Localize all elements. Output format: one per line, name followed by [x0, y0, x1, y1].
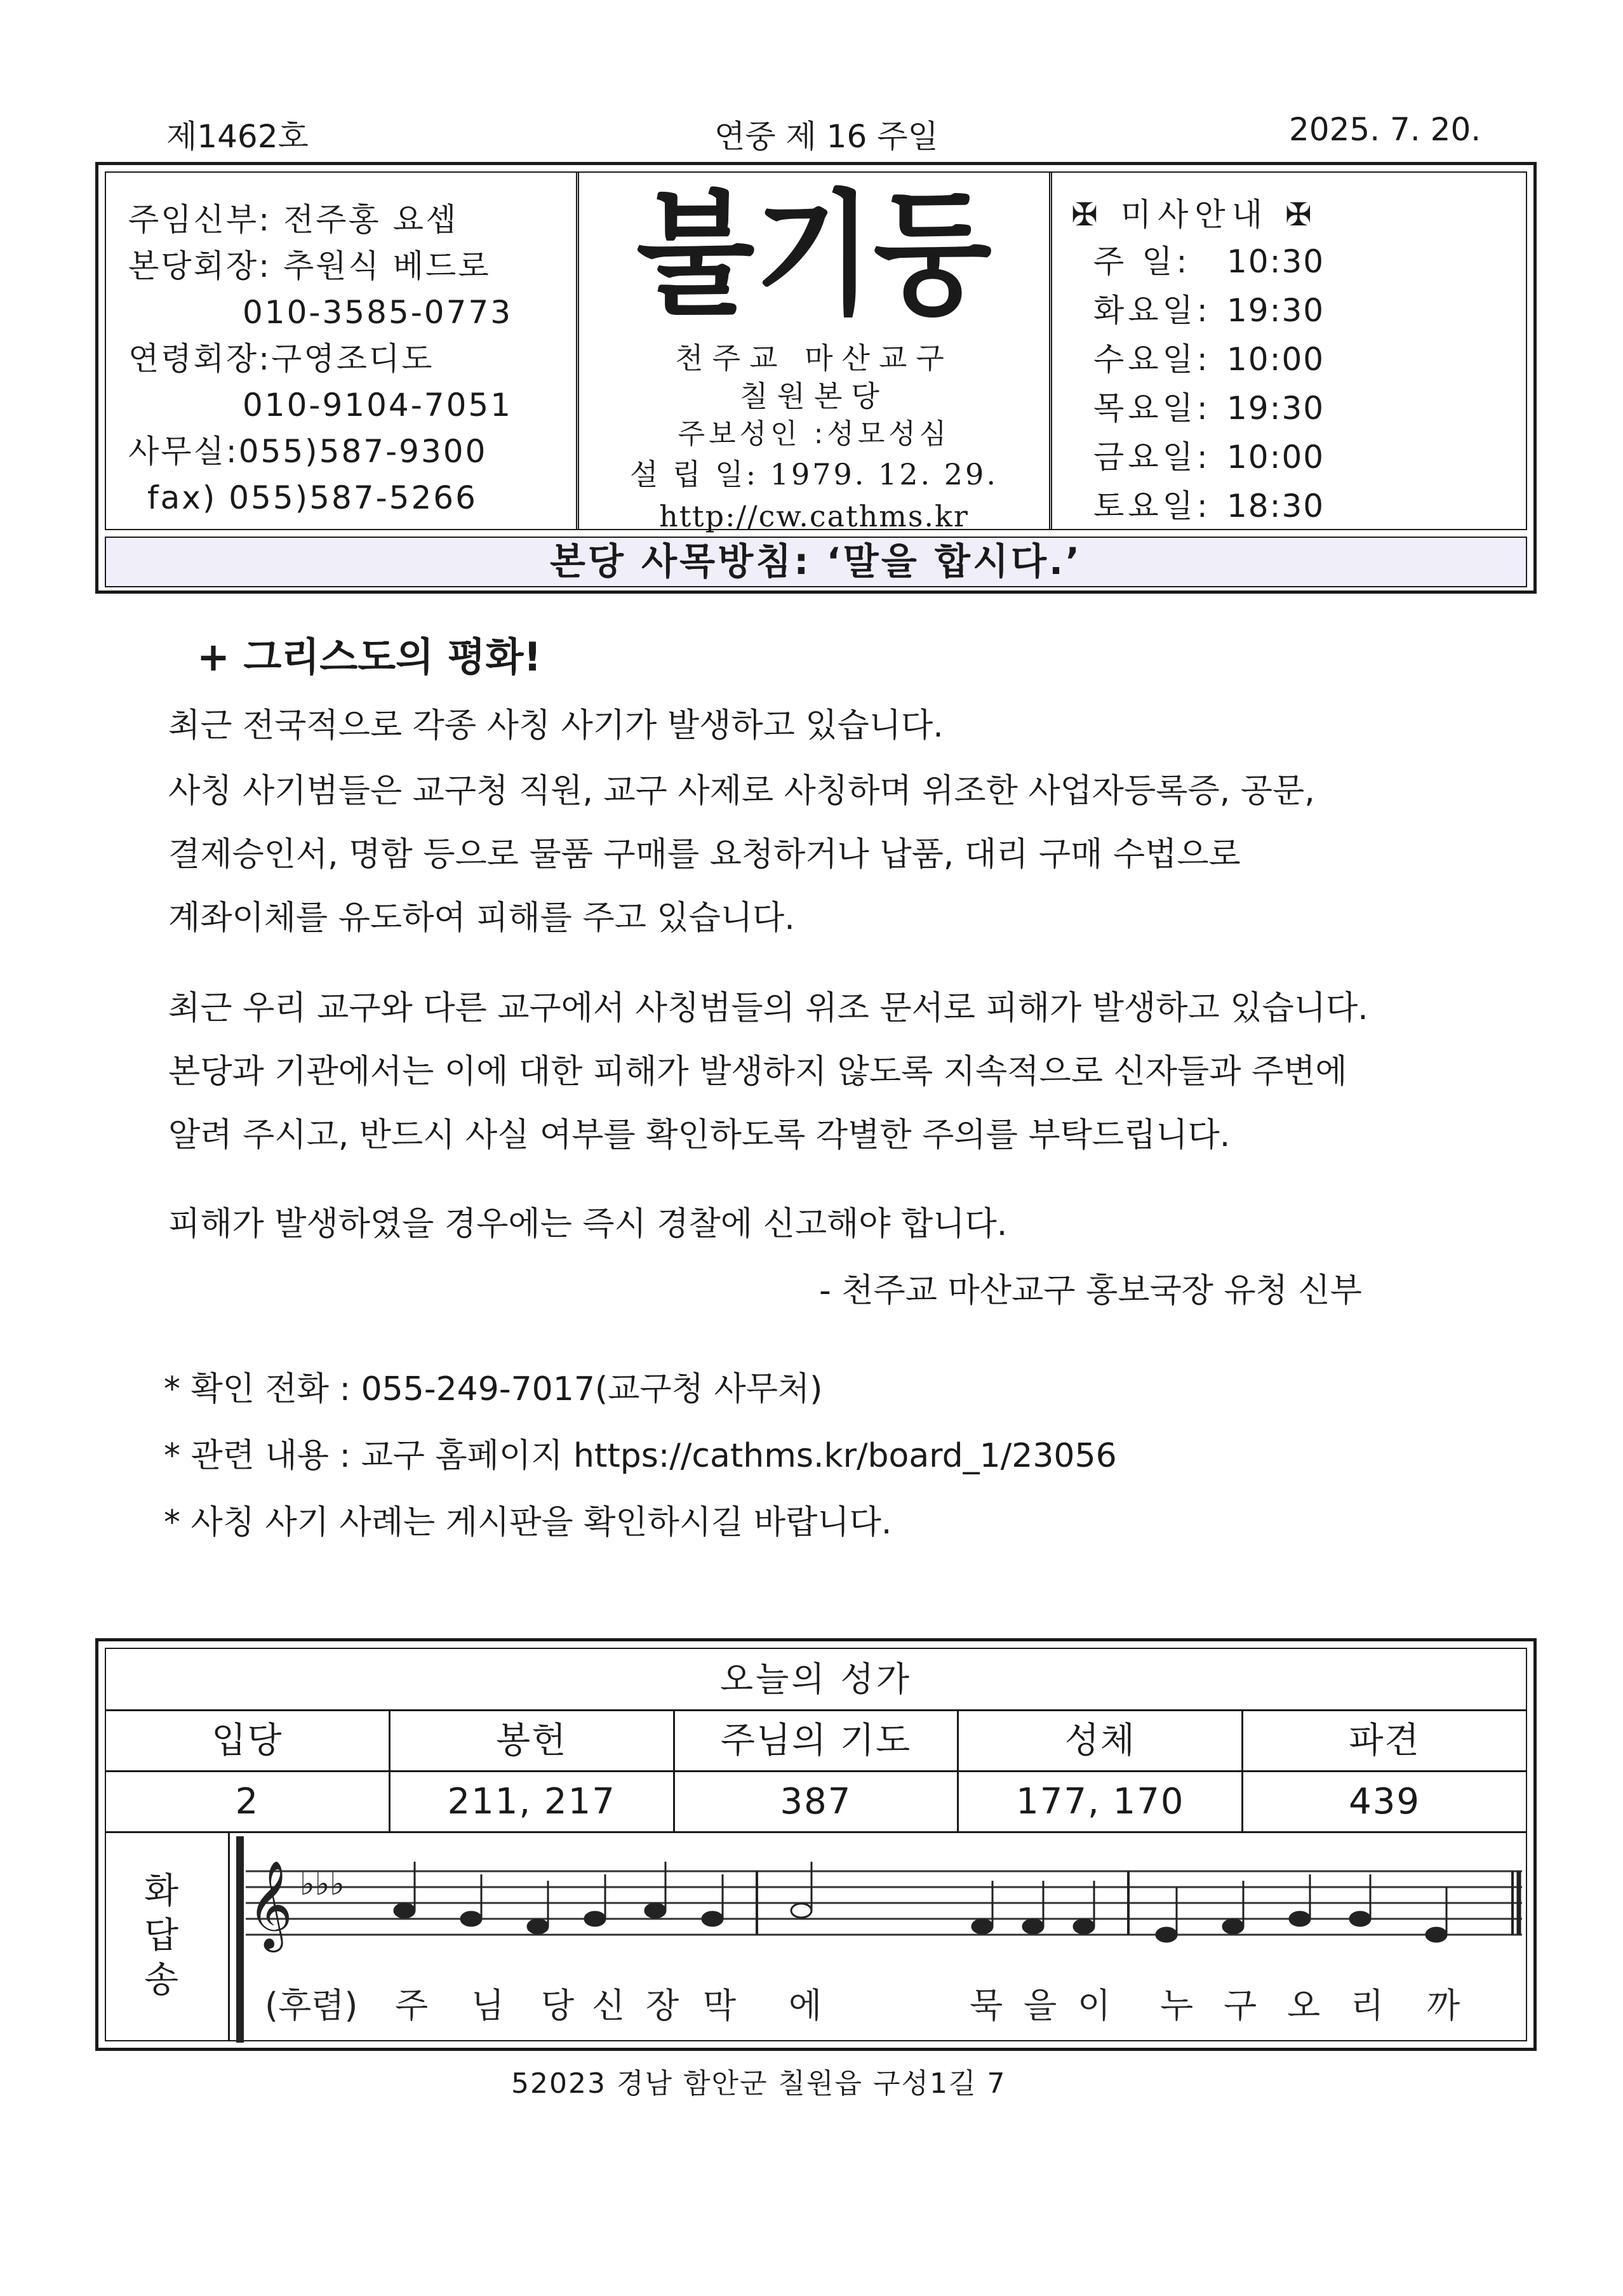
hymn-header: 성체 [959, 1711, 1243, 1770]
lyric-word: 리 [1351, 1986, 1384, 2026]
note-line: * 확인 전화 : 055-249-7017(교구청 사무처) [164, 1370, 823, 1408]
mass-schedule-heading: ✠ 미사안내 ✠ [1071, 196, 1318, 233]
founded-date: 설 립 일: 1979. 12. 29. [630, 457, 998, 491]
hymn-title: 오늘의 성가 [106, 1649, 1526, 1711]
lyric-word: 님 [471, 1986, 505, 2026]
lyric-word: 누 [1160, 1986, 1194, 2026]
lyric-word: 주 [395, 1986, 429, 2026]
hymn-number: 387 [675, 1772, 959, 1831]
mass-time: 19:30 [1227, 292, 1325, 329]
lyric-word: 오 [1287, 1986, 1321, 2026]
mass-day: 금요일: [1093, 439, 1212, 476]
elder-phone: 010-9104-7051 [243, 387, 513, 424]
mass-row [1071, 286, 1526, 335]
greeting: + 그리스도의 평화! [197, 634, 542, 680]
paragraph-line: 결제승인서, 명함 등으로 물품 구매를 요청하거나 납품, 대리 구매 수법으로 [168, 836, 1241, 874]
paragraph-line: 사칭 사기범들은 교구청 직원, 교구 사제로 사칭하며 위조한 사업자등록증, 공문, [168, 772, 1315, 810]
treble-clef-icon: 𝄞 [248, 1860, 293, 1949]
parish-motto: 본당 사목방침: ‘말을 합시다.’ [105, 537, 1527, 587]
paragraph-line: 최근 전국적으로 각종 사칭 사기가 발생하고 있습니다. [168, 707, 944, 745]
mass-day: 토요일: [1093, 488, 1212, 524]
paragraph-line: 알려 주시고, 반드시 사실 여부를 확인하도록 각별한 주의를 부탁드립니다. [168, 1116, 1231, 1154]
mass-row [1071, 482, 1526, 531]
elder-president: 연령회장:구영조디도 [128, 340, 434, 377]
bulletin-title: 불기둥 [636, 177, 992, 333]
lyric-word: 구 [1224, 1986, 1257, 2026]
issue-number: 제1462호 [166, 118, 309, 155]
hymn-header-row [106, 1711, 1526, 1772]
patron-saint: 주보성인 :성모성심 [678, 418, 951, 450]
parish-contacts [106, 173, 579, 529]
psalm-label-char: 답 [144, 1915, 179, 1956]
hymn-header: 입당 [106, 1711, 391, 1770]
mass-day: 주 일: [1093, 243, 1191, 280]
mass-time: 10:00 [1227, 439, 1325, 476]
note-line: * 사칭 사기 사례는 게시판을 확인하시길 바랍니다. [164, 1504, 892, 1542]
issue-date: 2025. 7. 20. [1289, 111, 1481, 148]
footer-address: 52023 경남 함안군 칠원읍 구성1길 7 [511, 2067, 1006, 2100]
masthead [95, 162, 1537, 594]
parish-name: 칠원본당 [740, 379, 888, 413]
lyric-word: 이 [1078, 1986, 1111, 2026]
mass-row [1071, 237, 1526, 286]
mass-day: 수요일: [1093, 341, 1212, 378]
paragraph-line: 최근 우리 교구와 다른 교구에서 사칭범들의 위조 문서로 피해가 발생하고 있습니다. [168, 989, 1368, 1027]
hymn-table [95, 1638, 1537, 2051]
note-line[interactable]: * 관련 내용 : 교구 홈페이지 https://cathms.kr/board_1/23056 [164, 1437, 1117, 1475]
hymn-number: 177, 170 [959, 1772, 1243, 1831]
lyric-word: (후렴) [265, 1986, 358, 2026]
lyric-word: 장 [646, 1986, 679, 2026]
psalm-label-char: 송 [144, 1959, 179, 2001]
mass-row [1071, 335, 1526, 384]
staff-lines [246, 1871, 1522, 1935]
hymn-number: 2 [106, 1772, 391, 1831]
hymn-number-row [106, 1772, 1526, 1833]
lyric-word: 을 [1024, 1986, 1057, 2026]
mass-time: 10:30 [1227, 243, 1325, 280]
lyric-word: 당 [541, 1986, 575, 2026]
mass-time: 10:00 [1227, 341, 1325, 378]
lyric-word: 묵 [970, 1986, 1003, 2026]
hymn-header: 주님의 기도 [675, 1711, 959, 1770]
bulletin-title-block [579, 173, 1052, 533]
hymn-number: 439 [1349, 1781, 1421, 1822]
fax-number: fax) 055)587-5266 [147, 479, 478, 516]
paragraph-line: 피해가 발생하였을 경우에는 즉시 경찰에 신고해야 합니다. [168, 1205, 1008, 1243]
council-phone: 010-3585-0773 [243, 294, 513, 331]
mass-row [1071, 433, 1526, 482]
hymn-header: 파견 [1349, 1720, 1420, 1761]
website-link[interactable]: http://cw.cathms.kr [659, 499, 969, 533]
council-president: 본당회장: 추원식 베드로 [128, 248, 491, 284]
psalm-label [106, 1831, 230, 2040]
diocese: 천주교 마산교구 [675, 341, 953, 375]
liturgical-week: 연중 제 16 주일 [714, 118, 938, 155]
pastor: 주임신부: 전주홍 요셉 [128, 201, 458, 238]
note-heads [394, 1862, 1446, 1942]
mass-day: 목요일: [1093, 390, 1212, 427]
paragraph-line: 계좌이체를 유도하여 피해를 주고 있습니다. [168, 899, 795, 937]
hymn-header: 봉헌 [391, 1711, 675, 1770]
score-bracket [236, 1836, 244, 2043]
lyric-word: 까 [1427, 1986, 1460, 2026]
mass-schedule [1052, 173, 1526, 529]
lyric-word: 막 [703, 1986, 737, 2026]
psalm-label-char: 화 [144, 1871, 179, 1912]
psalm-score [236, 1836, 1528, 2043]
lyric-word: 신 [592, 1986, 625, 2026]
mass-day: 화요일: [1093, 292, 1212, 329]
paragraph-line: 본당과 기관에서는 이에 대한 피해가 발생하지 않도록 지속적으로 신자들과 주변에 [168, 1053, 1347, 1091]
mass-time: 18:30 [1227, 488, 1325, 524]
mass-time: 19:30 [1227, 390, 1325, 427]
office-phone: 사무실:055)587-9300 [128, 433, 488, 470]
lyric-word: 에 [789, 1986, 822, 2026]
hymn-number: 211, 217 [391, 1772, 675, 1831]
mass-row [1071, 384, 1526, 433]
signature: - 천주교 마산교구 홍보국장 유청 신부 [819, 1272, 1362, 1310]
flat-icon: ♭♭♭ [300, 1866, 345, 1902]
